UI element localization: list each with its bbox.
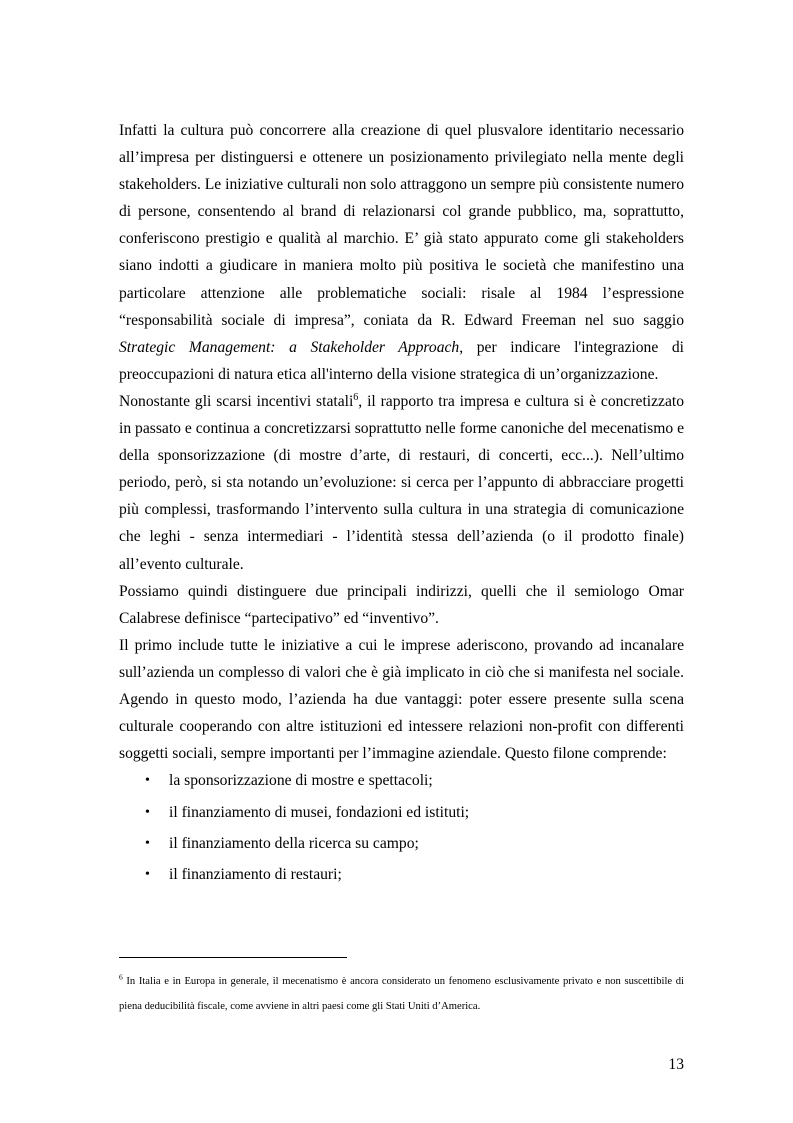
bullet-icon: • xyxy=(145,804,150,820)
paragraph-2-text-b: , il rapporto tra impresa e cultura si è concretizzato in passato e continua a concretizzarsi soprattutto nelle forme canoniche del mecenatismo e della sponsorizzazione (di mostre d’arte, di restauri, di concerti, ecc...). Nell’ultimo periodo, però, si sta notando un’evoluzione: si cerca per l’appunto di abbracciare progetti più complessi, trasformando l’intervento sulla cultura in una strategia di comunicazione che leghi - senza intermediari - l’identità stessa dell’azienda (o il prodotto finale) all’evento culturale. xyxy=(119,392,685,573)
paragraph-1-text-a: Infatti la cultura può concorrere alla creazione di quel plusvalore identitario necessario all’impresa per distinguersi e ottenere un posizionamento privilegiato nella mente degli stakeholders. Le iniziative culturali non solo attraggono un sempre più consistente numero di persone, consentendo al brand di relazionarsi col grande pubblico, ma, soprattutto, conferiscono prestigio e qualità al marchio. E’ già stato appurato come gli stakeholders siano indotti a giudicare in maniera molto più positiva le società che manifestino una particolare attenzione alle problematiche sociali: risale al 1984 l’espressione “responsabilità sociale di impresa”, coniata da R. Edward Freeman nel suo saggio xyxy=(119,122,684,329)
list-item xyxy=(119,799,684,826)
footnote-number: 6 xyxy=(119,972,123,982)
list-item-text: il finanziamento di musei, fondazioni ed istituti; xyxy=(169,803,470,821)
footnote xyxy=(119,969,684,1019)
list-item-text: il finanziamento della ricerca su campo; xyxy=(169,834,419,852)
list-item-text: il finanziamento di restauri; xyxy=(169,866,342,884)
paragraph-1 xyxy=(119,117,684,388)
list-item xyxy=(119,767,684,794)
bullet-list xyxy=(119,767,684,888)
bullet-icon: • xyxy=(145,773,150,789)
list-item xyxy=(119,861,684,888)
bullet-icon: • xyxy=(145,835,150,851)
page-number: 13 xyxy=(668,1056,684,1073)
book-title: Strategic Management: a Stakeholder Approach xyxy=(119,338,460,356)
bullet-icon: • xyxy=(145,867,150,883)
paragraph-4: Il primo include tutte le iniziative a cui le imprese aderiscono, provando ad incanalare sull’azienda un complesso di valori che è già implicato in ciò che si manifesta nel sociale. Agendo in questo modo, l’azienda ha due vantaggi: poter essere presente sulla scena culturale cooperando con altre istituzioni ed intessere relazioni non-profit con differenti soggetti sociali, sempre importanti per l’immagine aziendale. Questo filone comprende: xyxy=(119,636,684,763)
body-text xyxy=(119,117,684,892)
paragraph-2-text-a: Nonostante gli scarsi incentivi statali xyxy=(119,392,354,410)
list-item-text: la sponsorizzazione di mostre e spettacoli; xyxy=(169,772,433,790)
footnote-reference[interactable]: 6 xyxy=(353,391,359,403)
paragraph-1-text-b: , per indicare l'integrazione di preoccupazioni di natura etica all'interno della visione strategica di un’organizzazione. xyxy=(119,338,684,383)
footnote-text: In Italia e in Europa in generale, il mecenatismo è ancora considerato un fenomeno esclusivamente privato e non suscettibile di piena deducibilità fiscale, come avviene in altri paesi come gli Stati Uniti d’America. xyxy=(119,976,684,1012)
footnote-separator xyxy=(119,957,347,958)
list-item xyxy=(119,830,684,857)
paragraph-2 xyxy=(119,388,684,578)
paragraph-3: Possiamo quindi distinguere due principali indirizzi, quelli che il semiologo Omar Calabrese definisce “partecipativo” ed “inventivo”. xyxy=(119,582,684,627)
